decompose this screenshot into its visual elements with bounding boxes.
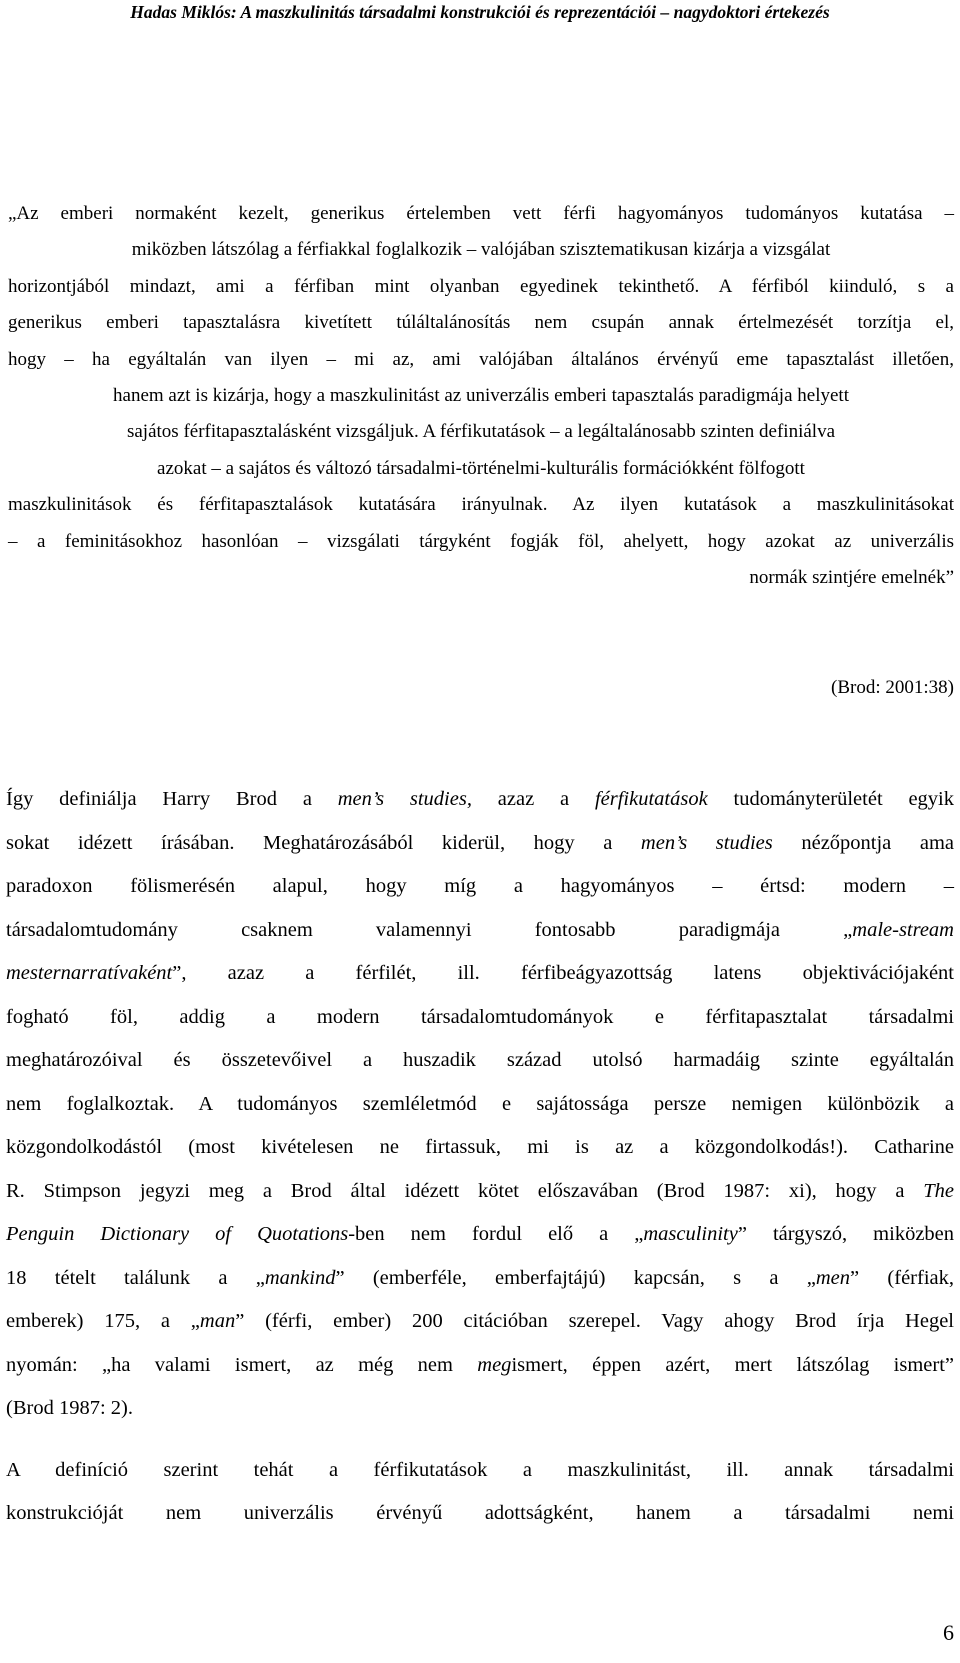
paragraph-gap bbox=[6, 1431, 954, 1449]
running-header: Hadas Miklós: A maszkulinitás társadalmi konstrukciói és reprezentációi – nagydoktori értekezés bbox=[130, 2, 830, 22]
quote-line: „Az emberi normaként kezelt, generikus értelemben vett férfi hagyományos tudományos kutatása – bbox=[8, 203, 954, 224]
paragraph-line: fogható föl, addig a modern társadalomtudományok e férfitapasztalat társadalmi bbox=[6, 1005, 954, 1028]
paragraph-line: mesternarratívaként”, azaz a férfilét, ill. férfibeágyazottság latens objektivációjaként bbox=[6, 962, 954, 984]
quote-line: horizontjából mindazt, ami a férfiban mint olyanban egyedinek tekinthető. A férfiból kiinduló, s a bbox=[8, 275, 954, 297]
quote-line: generikus emberi tapasztalásra kivetített túláltalánosítás nem csupán annak értelmezését torzítja el, bbox=[8, 312, 954, 334]
paragraph-line: emberek) 175, a „man” (férfi, ember) 200 citációban szerepel. Vagy ahogy Brod írja Hegel bbox=[6, 1310, 955, 1332]
quote-citation: (Brod: 2001:38) bbox=[831, 677, 954, 698]
paragraph-line: sokat idézett írásában. Meghatározásából kiderül, hogy a men’s studies nézőpontja ama bbox=[6, 831, 954, 854]
paragraph-line: nyomán: „ha valami ismert, az még nem megismert, éppen azért, mert látszólag ismert” bbox=[6, 1353, 954, 1376]
quote-line: hanem azt is kizárja, hogy a maszkulinitást az univerzális emberi tapasztalás paradigmája helyett bbox=[113, 384, 849, 406]
paragraph-line: társadalomtudomány csaknem valamennyi fontosabb paradigmája „male-stream bbox=[6, 918, 954, 941]
paragraph-line: közgondolkodástól (most kivételesen ne firtassuk, mi is az a közgondolkodás!). Catharine bbox=[6, 1136, 954, 1158]
quote-line: normák szintjére emelnék” bbox=[749, 566, 954, 588]
paragraph-line: (Brod 1987: 2). bbox=[6, 1397, 133, 1419]
quote-line: hogy – ha egyáltalán van ilyen – mi az, ami valójában általános érvényű eme tapasztalást illetően, bbox=[8, 348, 954, 370]
paragraph-line: nem foglalkoztak. A tudományos szemléletmód e sajátossága persze nemigen különbözik a bbox=[6, 1092, 954, 1115]
quote-line: azokat – a sajátos és változó társadalmi-történelmi-kulturális formációkként fölfogott bbox=[157, 457, 805, 479]
paragraph-line: meghatározóival és összetevőivel a huszadik század utolsó harmadáig szinte egyáltalán bbox=[6, 1049, 954, 1071]
quote-line: maszkulinitások és férfitapasztalások kutatására irányulnak. Az ilyen kutatások a maszkulinitásokat bbox=[8, 494, 954, 516]
quote-line: – a feminitásokhoz hasonlóan – vizsgálati tárgyként fogják föl, ahelyett, hogy azokat az univerzális bbox=[8, 530, 954, 552]
block-quote bbox=[8, 196, 954, 596]
paragraph-line: paradoxon fölismerésén alapul, hogy míg a hagyományos – értsd: modern – bbox=[6, 875, 954, 897]
body-text bbox=[6, 778, 954, 1536]
page-number: 6 bbox=[943, 1620, 954, 1645]
paragraph-line: A definíció szerint tehát a férfikutatások a maszkulinitást, ill. annak társadalmi bbox=[6, 1458, 954, 1481]
quote-line: sajátos férfitapasztalásként vizsgáljuk. A férfikutatások – a legáltalánosabb szinten definiálva bbox=[126, 421, 836, 443]
paragraph-line: Így definiálja Harry Brod a men’s studies, azaz a férfikutatások tudományterületét egyik bbox=[6, 788, 955, 810]
paragraph-line: konstrukcióját nem univerzális érvényű adottságként, hanem a társadalmi nemi bbox=[6, 1502, 954, 1524]
paragraph-line: 18 tételt találunk a „mankind” (emberféle, emberfajtájú) kapcsán, s a „men” (férfiak, bbox=[6, 1266, 954, 1289]
paragraph-line: Penguin Dictionary of Quotations-ben nem fordul elő a „masculinity” tárgyszó, miközben bbox=[6, 1223, 955, 1245]
paragraph-line: R. Stimpson jegyzi meg a Brod által idézett kötet előszavában (Brod 1987: xi), hogy a The bbox=[6, 1179, 954, 1202]
quote-line: miközben látszólag a férfiakkal foglalkozik – valójában szisztematikusan kizárja a vizsgálat bbox=[131, 239, 831, 261]
